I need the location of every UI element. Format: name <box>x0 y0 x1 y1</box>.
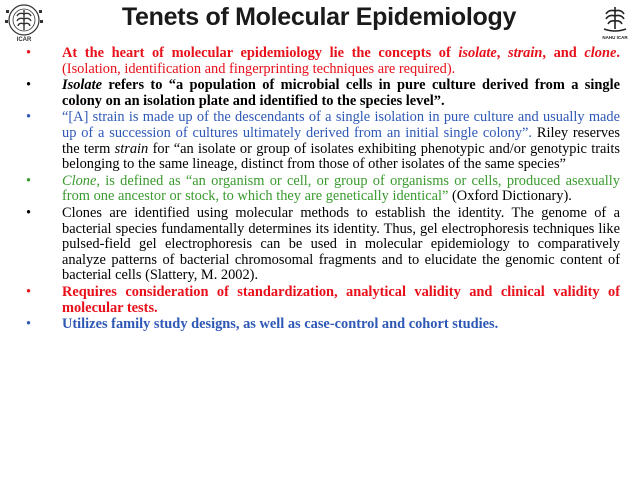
bullet-study-designs <box>26 317 620 333</box>
bullet-marker: • <box>26 204 32 221</box>
bullet-clone-definition <box>26 174 620 205</box>
bullet-text: Riley reserves the term <box>62 124 621 157</box>
bullet-marker: • <box>26 172 32 189</box>
bullet-marker: • <box>26 77 32 94</box>
bullet-standardization <box>26 285 620 316</box>
bullet-citation: (Oxford Dictionary). <box>448 188 572 205</box>
bullet-text: , <box>496 45 508 61</box>
term-clone: Clone <box>62 172 97 189</box>
term-strain: strain <box>507 45 543 61</box>
term-isolate: Isolate <box>62 77 102 94</box>
bullet-text: refers to “a population of microbial cells in pure culture derived from a single colony on an isolation plate and identified to the species level”. <box>62 77 620 109</box>
bullet-marker: • <box>26 109 32 126</box>
bullet-note: (Isolation, identification and fingerprinting techniques are required). <box>62 60 456 77</box>
logo-left-text: ICAR <box>16 37 32 42</box>
bullet-text: , and <box>542 45 585 61</box>
bullet-text: for “an isolate or group of isolates exhibiting phenotypic and/or genotypic traits belonging to the same lineage, distinct from those of other isolates of the same species” <box>62 140 620 173</box>
bullet-text: Clones are identified using molecular methods to establish the identity. The genome of a bacterial species fundamentally determines its identity. Thus, gel electrophoresis techniques like pulsed-field gel electrophoresis can be used in molecular epidemiology to comparatively analyze patterns of bacterial chromosomal fragments and to elucidate the genomic content of bacterial cells (Slattery, M. 2002). <box>62 204 620 284</box>
logo-right-text: NAHU ICAR <box>602 35 628 40</box>
bullet-text: Requires consideration of standardization, analytical validity and clinical validity of molecular tests. <box>62 283 620 316</box>
bullet-marker: • <box>26 45 32 61</box>
bullet-text: Utilizes family study designs, as well as case-control and cohort studies. <box>62 316 499 333</box>
term-strain: strain <box>114 140 149 157</box>
page-title: Tenets of Molecular Epidemiology <box>121 3 517 31</box>
bullet-text: . <box>616 45 621 61</box>
bullet-marker: • <box>26 283 32 300</box>
term-clone: clone <box>584 45 617 61</box>
bullet-quote: “[A] strain is made up of the descendants of a single isolation in pure culture and usually made up of a succession of cultures ultimately derived from an initial single colony”. <box>62 109 620 141</box>
term-isolate: isolate <box>458 45 497 61</box>
bullet-marker: • <box>26 316 32 333</box>
bullet-strain-definition <box>26 110 620 172</box>
bullet-text: At the heart of molecular epidemiology lie the concepts of <box>62 45 459 61</box>
bullet-clone-identification <box>26 206 620 284</box>
bullet-concepts <box>26 46 620 77</box>
bullet-quote: , is defined as “an organism or cell, or group of organisms or cells, produced asexually from one ancestor or stock, to which they are genetically identical” <box>62 172 620 205</box>
bullet-isolate-definition <box>26 78 620 109</box>
bullet-list <box>26 46 620 334</box>
nahu-logo <box>598 3 632 41</box>
